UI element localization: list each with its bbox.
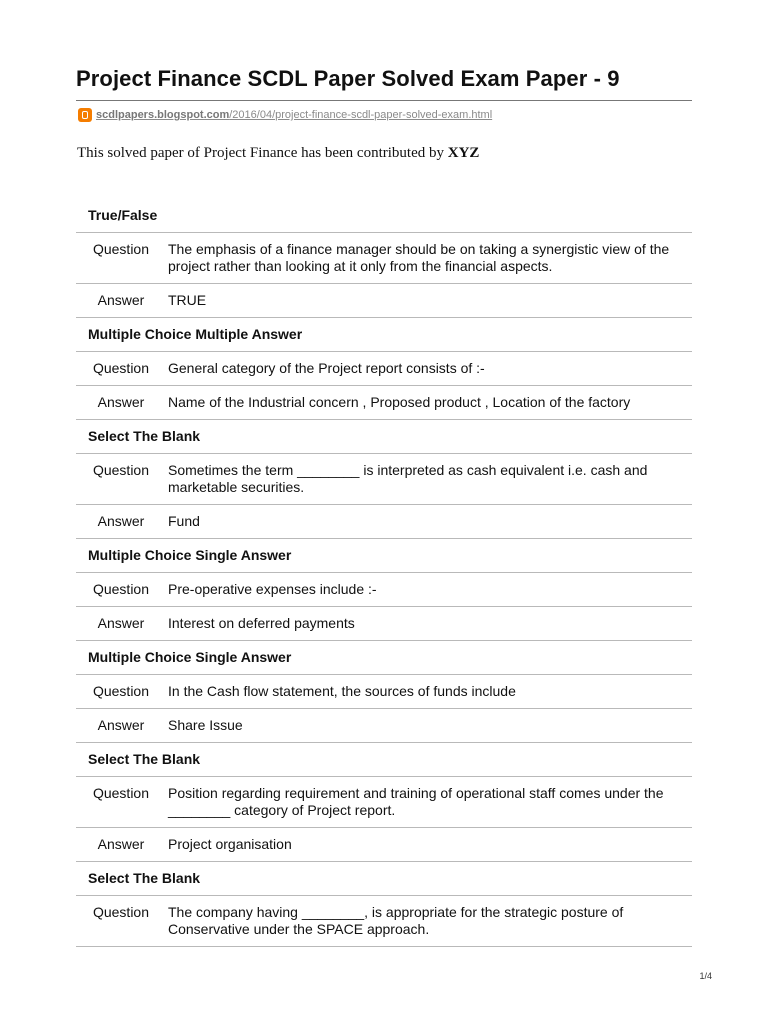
question-row bbox=[76, 675, 692, 709]
section-heading: Select The Blank bbox=[76, 743, 692, 777]
answer-text: Fund bbox=[166, 505, 692, 539]
question-label: Question bbox=[76, 233, 166, 284]
section-heading-row bbox=[76, 199, 692, 233]
section-heading-row bbox=[76, 318, 692, 352]
question-text: Pre-operative expenses include :- bbox=[166, 573, 692, 607]
answer-row bbox=[76, 607, 692, 641]
question-row bbox=[76, 352, 692, 386]
section-heading: Select The Blank bbox=[76, 420, 692, 454]
section-heading: Multiple Choice Single Answer bbox=[76, 641, 692, 675]
intro-sentence: This solved paper of Project Finance has been contributed by bbox=[77, 145, 448, 161]
answer-label: Answer bbox=[76, 709, 166, 743]
question-text: The emphasis of a finance manager should be on taking a synergistic view of the project rather than looking at it only from the financial aspects. bbox=[166, 233, 692, 284]
answer-label: Answer bbox=[76, 828, 166, 862]
question-row bbox=[76, 573, 692, 607]
question-text: General category of the Project report consists of :- bbox=[166, 352, 692, 386]
answer-row bbox=[76, 505, 692, 539]
answer-row bbox=[76, 828, 692, 862]
question-row bbox=[76, 233, 692, 284]
section-heading-row bbox=[76, 539, 692, 573]
source-link[interactable] bbox=[96, 109, 492, 121]
answer-label: Answer bbox=[76, 505, 166, 539]
question-text: The company having ________, is appropriate for the strategic posture of Conservative under the SPACE approach. bbox=[166, 896, 692, 947]
section-heading: Multiple Choice Single Answer bbox=[76, 539, 692, 573]
question-row bbox=[76, 896, 692, 947]
answer-text: Name of the Industrial concern , Proposed product , Location of the factory bbox=[166, 386, 692, 420]
question-text: In the Cash flow statement, the sources of funds include bbox=[166, 675, 692, 709]
answer-text: Interest on deferred payments bbox=[166, 607, 692, 641]
question-label: Question bbox=[76, 777, 166, 828]
question-label: Question bbox=[76, 352, 166, 386]
answer-label: Answer bbox=[76, 607, 166, 641]
intro-author: XYZ bbox=[447, 145, 480, 161]
question-text: Position regarding requirement and training of operational staff comes under the ________ category of Project report. bbox=[166, 777, 692, 828]
answer-row bbox=[76, 284, 692, 318]
answer-row bbox=[76, 709, 692, 743]
section-heading: Select The Blank bbox=[76, 862, 692, 896]
section-heading: True/False bbox=[76, 199, 692, 233]
question-row bbox=[76, 777, 692, 828]
intro-text bbox=[77, 145, 479, 162]
page-number: 1/4 bbox=[699, 971, 712, 981]
answer-text: Share Issue bbox=[166, 709, 692, 743]
question-label: Question bbox=[76, 573, 166, 607]
title-divider bbox=[76, 100, 692, 101]
question-label: Question bbox=[76, 675, 166, 709]
source-domain: scdlpapers.blogspot.com bbox=[96, 109, 230, 121]
question-label: Question bbox=[76, 896, 166, 947]
page-title: Project Finance SCDL Paper Solved Exam Paper - 9 bbox=[76, 66, 620, 91]
section-heading-row bbox=[76, 743, 692, 777]
section-heading-row bbox=[76, 420, 692, 454]
answer-row bbox=[76, 386, 692, 420]
section-heading-row bbox=[76, 862, 692, 896]
answer-label: Answer bbox=[76, 284, 166, 318]
question-label: Question bbox=[76, 454, 166, 505]
section-heading-row bbox=[76, 641, 692, 675]
source-row bbox=[78, 106, 492, 124]
qa-table bbox=[76, 199, 692, 947]
question-text: Sometimes the term ________ is interpreted as cash equivalent i.e. cash and marketable securities. bbox=[166, 454, 692, 505]
answer-label: Answer bbox=[76, 386, 166, 420]
source-path: /2016/04/project-finance-scdl-paper-solved-exam.html bbox=[229, 109, 493, 121]
answer-text: TRUE bbox=[166, 284, 692, 318]
question-row bbox=[76, 454, 692, 505]
answer-text: Project organisation bbox=[166, 828, 692, 862]
section-heading: Multiple Choice Multiple Answer bbox=[76, 318, 692, 352]
blogger-icon bbox=[78, 108, 92, 122]
